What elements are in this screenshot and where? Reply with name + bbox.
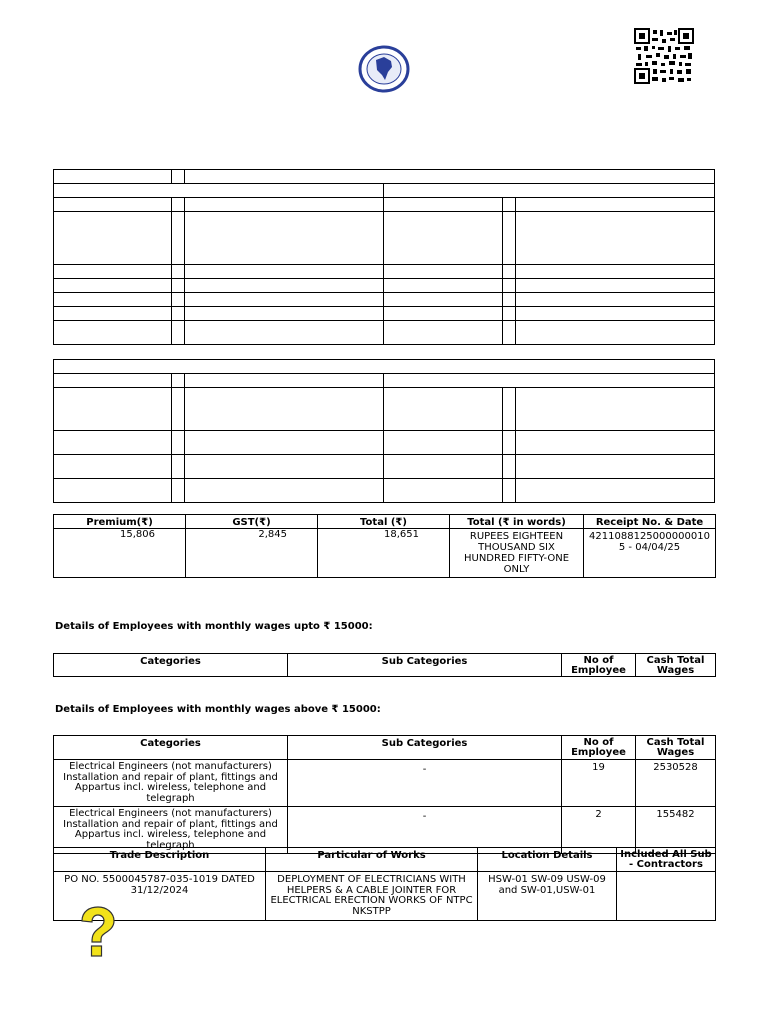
cash-total-wages-header: Cash Total Wages	[636, 654, 716, 677]
receipt-value: 4211088125000000010 5 - 04/04/25	[584, 529, 716, 578]
sub-contractors-value	[617, 872, 716, 921]
employee-count-cell: 2	[562, 807, 636, 854]
category-cell: Electrical Engineers (not manufacturers) Installation and repair of plant, fittings and Appartus incl. wireless, telephone and telegraph	[54, 807, 288, 854]
wages-above-heading: Details of Employees with monthly wages above ₹ 15000:	[55, 704, 381, 715]
categories-header: Categories	[54, 736, 288, 760]
location-details-value: HSW-01 SW-09 USW-09 and SW-01,USW-01	[478, 872, 617, 921]
qr-code-icon	[634, 28, 694, 84]
receipt-header: Receipt No. & Date	[584, 515, 716, 529]
categories-header: Categories	[54, 654, 288, 677]
table-row	[54, 760, 716, 807]
blank-grid-top	[53, 169, 715, 345]
gst-header: GST(₹)	[186, 515, 318, 529]
premium-header: Premium(₹)	[54, 515, 186, 529]
cash-total-wages-header: Cash Total Wages	[636, 736, 716, 760]
premium-table	[53, 514, 716, 578]
category-cell: Electrical Engineers (not manufacturers) Installation and repair of plant, fittings and Appartus incl. wireless, telephone and telegraph	[54, 760, 288, 807]
trade-table	[53, 847, 716, 921]
sub-categories-header: Sub Categories	[288, 654, 562, 677]
sub-contractors-header: Included All Sub - Contractors	[617, 848, 716, 872]
sub-categories-header: Sub Categories	[288, 736, 562, 760]
no-of-employee-header: No of Employee	[562, 654, 636, 677]
location-details-header: Location Details	[478, 848, 617, 872]
question-mark-icon[interactable]	[74, 905, 120, 961]
blank-grid-middle	[53, 359, 715, 503]
wages-upto-table	[53, 653, 716, 677]
wages-above-table	[53, 735, 716, 854]
wages-upto-heading: Details of Employees with monthly wages upto ₹ 15000:	[55, 621, 373, 632]
total-header: Total (₹)	[318, 515, 450, 529]
gst-value: 2,845	[186, 529, 318, 578]
total-value: 18,651	[318, 529, 450, 578]
total-words-header: Total (₹ in words)	[450, 515, 584, 529]
particular-of-works-value: DEPLOYMENT OF ELECTRICIANS WITH HELPERS & A CABLE JOINTER FOR ELECTRICAL ERECTION WORKS OF NTPC NKSTPP	[266, 872, 478, 921]
trade-description-header: Trade Description	[54, 848, 266, 872]
no-of-employee-header: No of Employee	[562, 736, 636, 760]
premium-value: 15,806	[54, 529, 186, 578]
total-words-value: RUPEES EIGHTEEN THOUSAND SIX HUNDRED FIFTY-ONE ONLY	[450, 529, 584, 578]
emblem-logo	[358, 45, 410, 93]
employee-count-cell: 19	[562, 760, 636, 807]
sub-category-cell: -	[288, 807, 562, 854]
particular-of-works-header: Particular of Works	[266, 848, 478, 872]
wages-cell: 2530528	[636, 760, 716, 807]
wages-cell: 155482	[636, 807, 716, 854]
trade-description-value: PO NO. 5500045787-035-1019 DATED 31/12/2024	[54, 872, 266, 921]
sub-category-cell: -	[288, 760, 562, 807]
